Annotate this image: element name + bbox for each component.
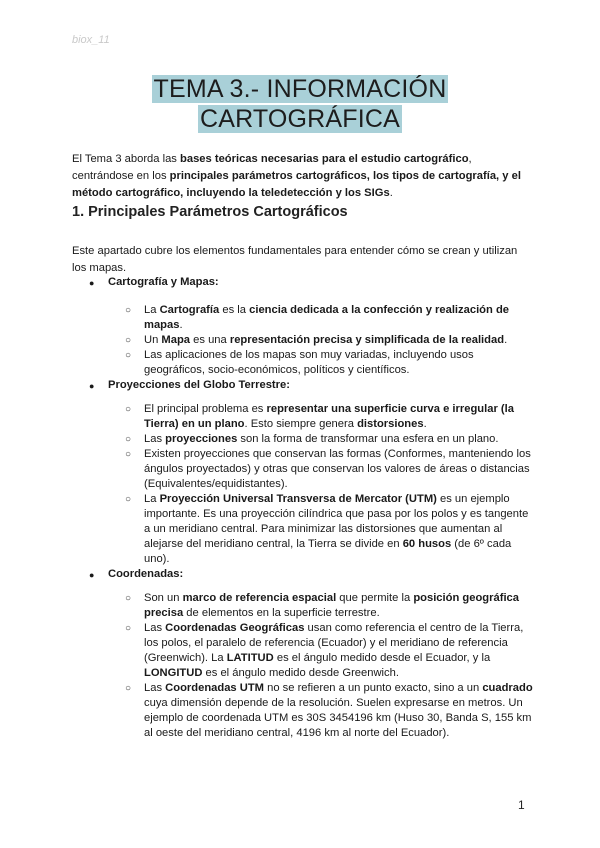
text-run: son la forma de transformar una esfera en un plano. <box>237 433 499 445</box>
text-run: Las aplicaciones de los mapas son muy variadas, incluyendo usos geográficos, socio-económicos, políticos y científicos. <box>144 349 474 376</box>
subtopic-list-item <box>108 492 534 567</box>
bold-text-run: Coordenadas UTM <box>165 682 264 694</box>
text-run: usan como referencia el centro de la Tierra, los polos, el paralelo de referencia (Ecuador) y el meridiano de referencia (Greenwich). La <box>144 622 524 664</box>
bold-text-run: representación precisa y simplificada de la realidad <box>229 334 505 346</box>
text-run: Las <box>144 433 166 445</box>
text-run: . <box>389 187 393 200</box>
bold-text-run: distorsiones <box>357 418 424 430</box>
title-line-2: CARTOGRÁFICA <box>199 105 401 133</box>
bullet-icon: ● <box>89 278 95 288</box>
bold-text-run: LATITUD <box>226 652 274 664</box>
hollow-bullet-icon: ○ <box>125 623 132 634</box>
page-title <box>0 74 600 134</box>
hollow-bullet-icon: ○ <box>125 350 132 361</box>
bold-text-run: LONGITUD <box>144 667 203 679</box>
subtopic-text <box>144 592 519 619</box>
text-run: El principal problema es <box>144 403 267 415</box>
subtopic-text <box>144 493 528 565</box>
topic-heading: Cartografía y Mapas: <box>108 276 219 288</box>
text-run: no se refieren a un punto exacto, sino a un <box>264 682 483 694</box>
text-run: . <box>179 319 183 331</box>
bold-text-run: representar una superficie curva e irregular (la Tierra) en un plano <box>144 403 514 430</box>
text-run: de elementos en la superficie terrestre. <box>183 607 380 619</box>
text-run: Las <box>144 682 166 694</box>
text-run: , centrándose en los <box>72 153 472 183</box>
bullet-icon: ● <box>89 381 95 391</box>
text-run: La <box>144 493 160 505</box>
subtopic-list-item <box>108 591 534 621</box>
subtopic-list-item <box>108 447 534 492</box>
text-run: . Esto siempre genera <box>244 418 358 430</box>
text-run: que permite la <box>336 592 414 604</box>
subtopic-list-item <box>108 303 534 333</box>
hollow-bullet-icon: ○ <box>125 683 132 694</box>
subtopic-text <box>144 334 507 346</box>
subtopic-list-item <box>108 621 534 681</box>
topic-list-item <box>72 567 534 741</box>
text-run: es el ángulo medido desde el Ecuador, y la <box>273 652 491 664</box>
subtopic-text <box>144 448 531 490</box>
topic-heading: Coordenadas: <box>108 568 184 580</box>
text-run: Existen proyecciones que conservan las formas (Conformes, manteniendo los ángulos proyectados) y otras que conservan los valores de áreas o distancias (Equivalentes/equidistantes). <box>144 448 531 490</box>
subtopic-text <box>144 433 499 445</box>
subtopic-text <box>144 622 523 679</box>
bold-text-run: ciencia dedicada a la confección y realización de mapas <box>144 304 510 331</box>
text-run: Las <box>144 622 166 634</box>
bold-text-run: proyecciones <box>165 433 238 445</box>
text-run: Son un <box>144 592 183 604</box>
hollow-bullet-icon: ○ <box>125 404 132 415</box>
text-run: es un ejemplo importante. Es una proyección cilíndrica que pasa por los polos y es tangente a un meridiano central. Para minimizar las distorsiones que aumentan al alejarse del meridiano central, la Tierra se divide en <box>144 493 529 550</box>
watermark-text: biox_11 <box>72 34 110 46</box>
section-heading: 1. Principales Parámetros Cartográficos <box>72 204 348 220</box>
text-run: es la <box>219 304 250 316</box>
subtopic-list <box>108 303 534 378</box>
intro-paragraph <box>72 151 532 202</box>
hollow-bullet-icon: ○ <box>125 449 132 460</box>
bold-text-run: cuadrado <box>482 682 533 694</box>
page-number: 1 <box>518 798 525 812</box>
bullet-icon: ● <box>89 570 95 580</box>
hollow-bullet-icon: ○ <box>125 305 132 316</box>
bold-text-run: Mapa <box>161 334 191 346</box>
text-run: . <box>504 334 508 346</box>
bold-text-run: marco de referencia espacial <box>182 592 337 604</box>
title-line-1: TEMA 3.- INFORMACIÓN <box>153 75 447 103</box>
subtopic-list-item <box>108 681 534 741</box>
subtopic-list <box>108 591 534 741</box>
text-run: . <box>423 418 427 430</box>
subtopic-text <box>144 304 509 331</box>
text-run: es el ángulo medido desde Greenwich. <box>202 667 399 679</box>
topic-list-item <box>72 275 534 378</box>
subtopic-list-item <box>108 333 534 348</box>
hollow-bullet-icon: ○ <box>125 593 132 604</box>
text-run: cuya dimensión depende de la resolución. Suelen expresarse en metros. Un ejemplo de coordenada UTM es 30S 3454196 km (Huso 30, Banda S, 155 km al oeste del meridiano central, 4196 km al norte del Ecuador). <box>144 697 532 739</box>
subtopic-list <box>108 402 534 567</box>
subtopic-text <box>144 682 533 739</box>
section-lead-paragraph: Este apartado cubre los elementos fundamentales para entender cómo se crean y utilizan los mapas. <box>72 245 518 275</box>
bold-text-run: Proyección Universal Transversa de Mercator (UTM) <box>159 493 437 505</box>
subtopic-list-item <box>108 402 534 432</box>
bold-text-run: Cartografía <box>159 304 220 316</box>
text-run: Un <box>144 334 162 346</box>
bold-text-run: principales parámetros cartográficos, los tipos de cartografía, y el método cartográfico, incluyendo la teledetección y los SIGs <box>72 170 521 200</box>
bold-text-run: posición geográfica precisa <box>144 592 519 619</box>
text-run: El Tema 3 aborda las <box>72 153 181 166</box>
text-run: La <box>144 304 160 316</box>
text-run: (de 6º cada uno). <box>144 538 512 565</box>
topic-list <box>72 275 534 741</box>
topic-heading: Proyecciones del Globo Terrestre: <box>108 379 290 391</box>
text-run: es una <box>190 334 230 346</box>
hollow-bullet-icon: ○ <box>125 335 132 346</box>
hollow-bullet-icon: ○ <box>125 434 132 445</box>
subtopic-text <box>144 349 474 376</box>
subtopic-list-item <box>108 432 534 447</box>
topic-list-item <box>72 378 534 567</box>
bold-text-run: bases teóricas necesarias para el estudio cartográfico <box>180 153 469 166</box>
hollow-bullet-icon: ○ <box>125 494 132 505</box>
subtopic-text <box>144 403 514 430</box>
bold-text-run: Coordenadas Geográficas <box>165 622 305 634</box>
subtopic-list-item <box>108 348 534 378</box>
bold-text-run: 60 husos <box>402 538 452 550</box>
